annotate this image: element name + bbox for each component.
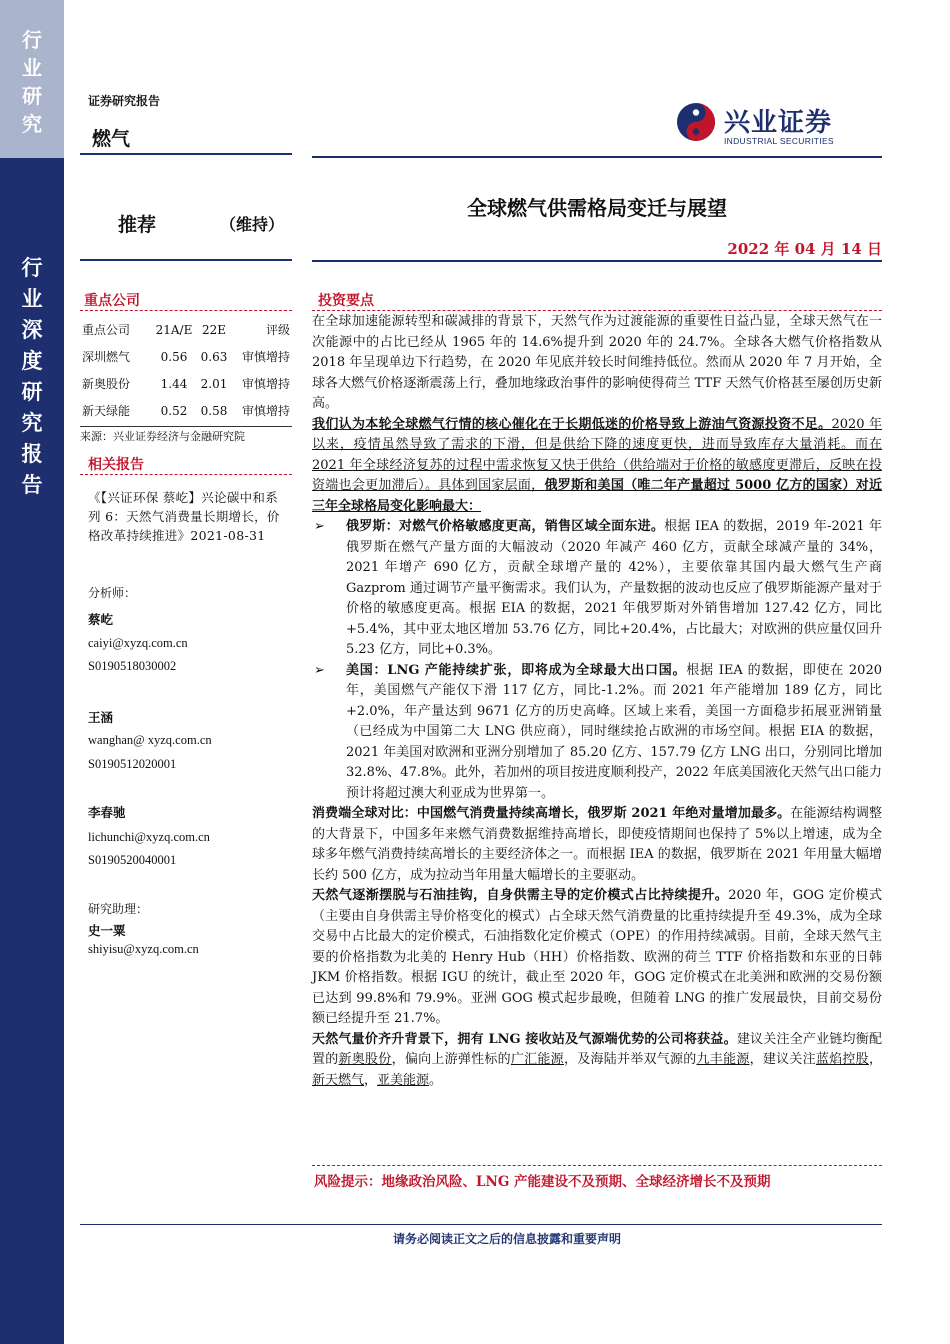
side-char: 究 xyxy=(21,410,43,435)
dashed-divider xyxy=(80,310,292,311)
bullet-heading: 美国：LNG 产能持续扩张，即将成为全球最大出口国。 xyxy=(346,662,687,678)
table-header-row xyxy=(80,316,292,343)
logo-text-en: INDUSTRIAL SECURITIES xyxy=(724,136,834,146)
paragraph-text: 2020 年，GOG 定价模式（主要由自身供需主导价格变化的模式）占全球天然气消费量的比重持续提升至 49.3%，成为全球交易中占比最大的定价模式，石油指数化定价模式（OPE）的作用持续减弱。目前，全球天然气主要的价格指数为北美的 Henry Hub（HH）价格指数、欧洲的荷兰 TTF 价格指数和东亚的日韩 JKM 价格指数。根据 IGU 的统计，截止至 2020 年，GOG 定价模式在北美洲和欧洲的交易份额已达到 99.8%和 79.9%。亚洲 GOG 模式起步最晚，但随着 LNG 的推广发展最快，目前交易份额已经提升至 21.7%。 xyxy=(312,888,882,1026)
bullet-arrow-icon: ➢ xyxy=(314,662,325,678)
bullet-item xyxy=(312,517,882,661)
stock-link[interactable]: 新天燃气 xyxy=(312,1072,365,1088)
paragraph-text: ，及海陆并举双气源的 xyxy=(563,1052,697,1067)
divider xyxy=(312,156,882,158)
side-band-top-text xyxy=(0,26,64,138)
stock-link[interactable]: 蓝焰控股 xyxy=(815,1052,869,1067)
stock-link[interactable]: 九丰能源 xyxy=(696,1052,750,1067)
report-date: 2022 年 04 月 14 日 xyxy=(727,240,882,258)
summary-paragraph xyxy=(312,415,882,518)
table-cell: 0.56 xyxy=(160,349,188,364)
side-char: 究 xyxy=(22,112,42,136)
stock-link[interactable]: 新奥股份 xyxy=(338,1052,392,1067)
stock-link[interactable]: 亚美能源 xyxy=(377,1072,430,1088)
table-cell: 2.01 xyxy=(200,376,228,391)
paragraph-text: 2020 年以来，疫情虽然导致了需求的下滑，但是供给下降的速度更快，进而导致库存大量消耗。而在 2021 年全球经济复苏的过程中需求恢复又快于供给（供给端对于价格的敏感度更滞后，反映在投资端也会更加滞后）。具体到国家层面， xyxy=(312,416,882,493)
table-row xyxy=(80,343,292,370)
side-char: 研 xyxy=(22,84,42,108)
paragraph-heading: 天然气逐渐摆脱与石油挂钩，自身供需主导的定价模式占比持续提升。 xyxy=(312,888,729,903)
table-cell: 审慎增持 xyxy=(241,404,290,418)
table-cell: 0.58 xyxy=(200,403,228,418)
related-report-link[interactable]: 《【兴证环保 蔡屹】兴论碳中和系列 6：天然气消费量长期增长，价格改革持续推进》2021-08-31 xyxy=(88,490,280,543)
divider xyxy=(80,153,292,155)
risk-warning: 风险提示：地缘政治风险、LNG 产能建设不及预期、全球经济增长不及预期 xyxy=(314,1174,771,1190)
rating-status: （维持） xyxy=(220,215,285,234)
analyst-email[interactable]: caiyi@xyzq.com.cn xyxy=(88,636,188,650)
summary-paragraph xyxy=(312,804,882,886)
side-char: 度 xyxy=(21,348,43,373)
assistant-email[interactable]: shiyisu@xyzq.com.cn xyxy=(88,942,199,956)
paragraph-text: 根据 IEA 的数据，即使在 2020 年，美国燃气产能仅下滑 117 亿方，同比-1.2%。而 2021 年产能增加 189 亿方，同比+2.0%，年产量达到 9671 亿方的历史高峰。区域上来看，美国一方面稳步拓展亚洲销量（已经成为中国第二大 LNG 供应商），同时继续抢占欧洲的市场空间。根据 EIA 的数据，2021 年美国对欧洲和亚洲分别增加了 85.20 亿方、157.79 亿方 LNG 出口，分别同比增加 32.8%、47.8%。此外，若加州的项目按进度顺利投产，2022 年底美国液化天然气出口能力预计将超过澳大利亚成为世界第一。 xyxy=(346,662,882,801)
table-cell: 深圳燃气 xyxy=(82,350,131,364)
paragraph-heading: 天然气量价齐升背景下，拥有 LNG 接收站及气源端优势的公司将获益。 xyxy=(312,1031,737,1047)
paragraph-text: ，偏向上游弹性标的 xyxy=(391,1052,511,1067)
table-header-cell: 评级 xyxy=(265,323,290,337)
analyst-email[interactable]: wanghan@ xyzq.com.cn xyxy=(88,733,212,747)
key-companies-table xyxy=(80,316,292,424)
summary-heading: 投资要点 xyxy=(318,293,374,309)
summary-paragraph xyxy=(312,886,882,1030)
side-char: 业 xyxy=(21,286,43,311)
dashed-divider xyxy=(80,474,292,475)
side-char: 行 xyxy=(22,28,42,52)
bullet-heading: 俄罗斯：对燃气价格敏感度更高，销售区域全面东进。 xyxy=(346,519,665,534)
analyst-name: 李春驰 xyxy=(88,805,126,820)
side-char: 业 xyxy=(22,56,42,80)
table-row xyxy=(80,370,292,397)
table-cell: 0.63 xyxy=(200,349,228,364)
analyst-name: 蔡屹 xyxy=(88,612,114,627)
paragraph-text: 。 xyxy=(429,1072,443,1088)
report-type: 证券研究报告 xyxy=(88,94,161,108)
summary-paragraph xyxy=(312,1030,882,1092)
paragraph-heading: 消费端全球对比：中国燃气消费量持续高增长，俄罗斯 2021 年绝对量增加最多。 xyxy=(312,806,791,821)
table-cell: 1.44 xyxy=(160,376,188,391)
assistant-name: 史一粟 xyxy=(88,923,126,938)
side-char: 告 xyxy=(21,472,43,497)
table-header-cell: 21A/E xyxy=(155,322,193,337)
footer-divider xyxy=(80,1224,882,1225)
analyst-name: 王涵 xyxy=(88,710,114,725)
table-bottom-rule xyxy=(80,426,292,427)
logo-text-cn: 兴业证券 xyxy=(724,108,833,138)
stock-link[interactable]: 广汇能源 xyxy=(510,1052,564,1067)
side-char: 行 xyxy=(21,255,43,280)
analyst-cert: S0190512020001 xyxy=(88,757,177,771)
report-title: 全球燃气供需格局变迁与展望 xyxy=(467,196,727,220)
table-row xyxy=(80,397,292,424)
assistant-label: 研究助理： xyxy=(88,902,149,916)
dashed-divider xyxy=(312,1165,882,1166)
table-source: 来源：兴业证券经济与金融研究院 xyxy=(80,430,245,443)
side-char: 深 xyxy=(21,317,43,342)
sector-name: 燃气 xyxy=(92,128,131,150)
analyst-cert: S0190520040001 xyxy=(88,853,177,867)
dashed-divider xyxy=(312,310,882,311)
key-countries: 俄罗斯和美国（唯二年产量超过 5000 亿方的国家）对近三年全球格局变化影响最大： xyxy=(312,478,882,514)
paragraph-text: ，建议关注 xyxy=(749,1052,816,1067)
rating-label: 推荐 xyxy=(118,214,157,236)
side-band-main-text xyxy=(0,252,64,500)
analyst-label: 分析师： xyxy=(88,586,137,600)
paragraph-text: ， xyxy=(364,1072,378,1088)
paragraph-text: ， xyxy=(868,1052,882,1067)
summary-paragraph: 在全球加速能源转型和碳减排的背景下，天然气作为过渡能源的重要性日益凸显，全球天然气在一次能源中的占比已经从 1965 年的 14.6%提升到 2020 年的 24.7%。全球各大燃气价格指数从 2018 年呈现单边下行趋势，在 2020 年见底并较长时间维持低位。然而从 2020 年 7 月开始，全球各大燃气价格逐渐震荡上行，叠加地缘政治事件的影响使得荷兰 TTF 天然气价格甚至屡创历史新高。 xyxy=(312,314,882,411)
company-logo xyxy=(676,100,876,148)
paragraph-text: 建议关注全产业链均衡配置的 xyxy=(312,1031,882,1067)
paragraph-text: 在能源结构调整的大背景下，中国多年来燃气消费数据维持高增长，即使疫情期间也保持了 5%以上增速，成为全球多年燃气消费持续高增长的主要经济体之一。而根据 IEA 的数据，俄罗斯在 2021 年用量大幅增长约 500 亿方，成为拉动当年用量大幅增长的主要驱动。 xyxy=(312,806,882,883)
bullet-item xyxy=(312,661,882,805)
side-char: 研 xyxy=(21,379,43,404)
table-cell: 新天绿能 xyxy=(82,404,131,418)
table-header-cell: 重点公司 xyxy=(82,323,131,337)
key-thesis: 我们认为本轮全球燃气行情的核心催化在于长期低迷的价格导致上游油气资源投资不足。 xyxy=(312,416,832,432)
divider xyxy=(80,259,292,261)
table-cell: 0.52 xyxy=(160,403,188,418)
table-cell: 新奥股份 xyxy=(82,377,131,391)
related-reports-heading: 相关报告 xyxy=(88,457,144,473)
analyst-cert: S0190518030002 xyxy=(88,659,177,673)
table-cell: 审慎增持 xyxy=(241,350,290,364)
bullet-arrow-icon: ➢ xyxy=(314,519,325,534)
disclaimer-footer: 请务必阅读正文之后的信息披露和重要声明 xyxy=(392,1232,621,1246)
divider xyxy=(312,260,882,262)
bullet-text xyxy=(346,517,882,661)
bullet-text xyxy=(346,661,882,805)
logo-mark-icon xyxy=(676,102,716,142)
table-header-cell: 22E xyxy=(201,322,227,337)
summary-body xyxy=(312,312,882,1091)
key-companies-heading: 重点公司 xyxy=(84,293,140,309)
table-cell: 审慎增持 xyxy=(241,377,290,391)
analyst-email[interactable]: lichunchi@xyzq.com.cn xyxy=(88,830,210,844)
side-char: 报 xyxy=(21,441,43,466)
paragraph-text: 根据 IEA 的数据，2019 年-2021 年俄罗斯在燃气产量方面的大幅波动（2020 年减产 460 亿方，贡献全球减产量的 34%，2021 年增产 690 亿方，贡献全球增产量的 42%），主要依靠其国内最大燃气生产商 Gazprom 通过调节产量平衡需求。我们认为，产量数据的波动也反应了俄罗斯能源产量对于价格的敏感度更高。根据 EIA 的数据，2021 年俄罗斯对外销售增加 127.42 亿方，同比+5.4%，其中亚太地区增加 53.76 亿方，同比+20.4%，占比最大；对欧洲的供应量仅回升 5.23 亿方，同比+0.3%。 xyxy=(346,519,882,657)
